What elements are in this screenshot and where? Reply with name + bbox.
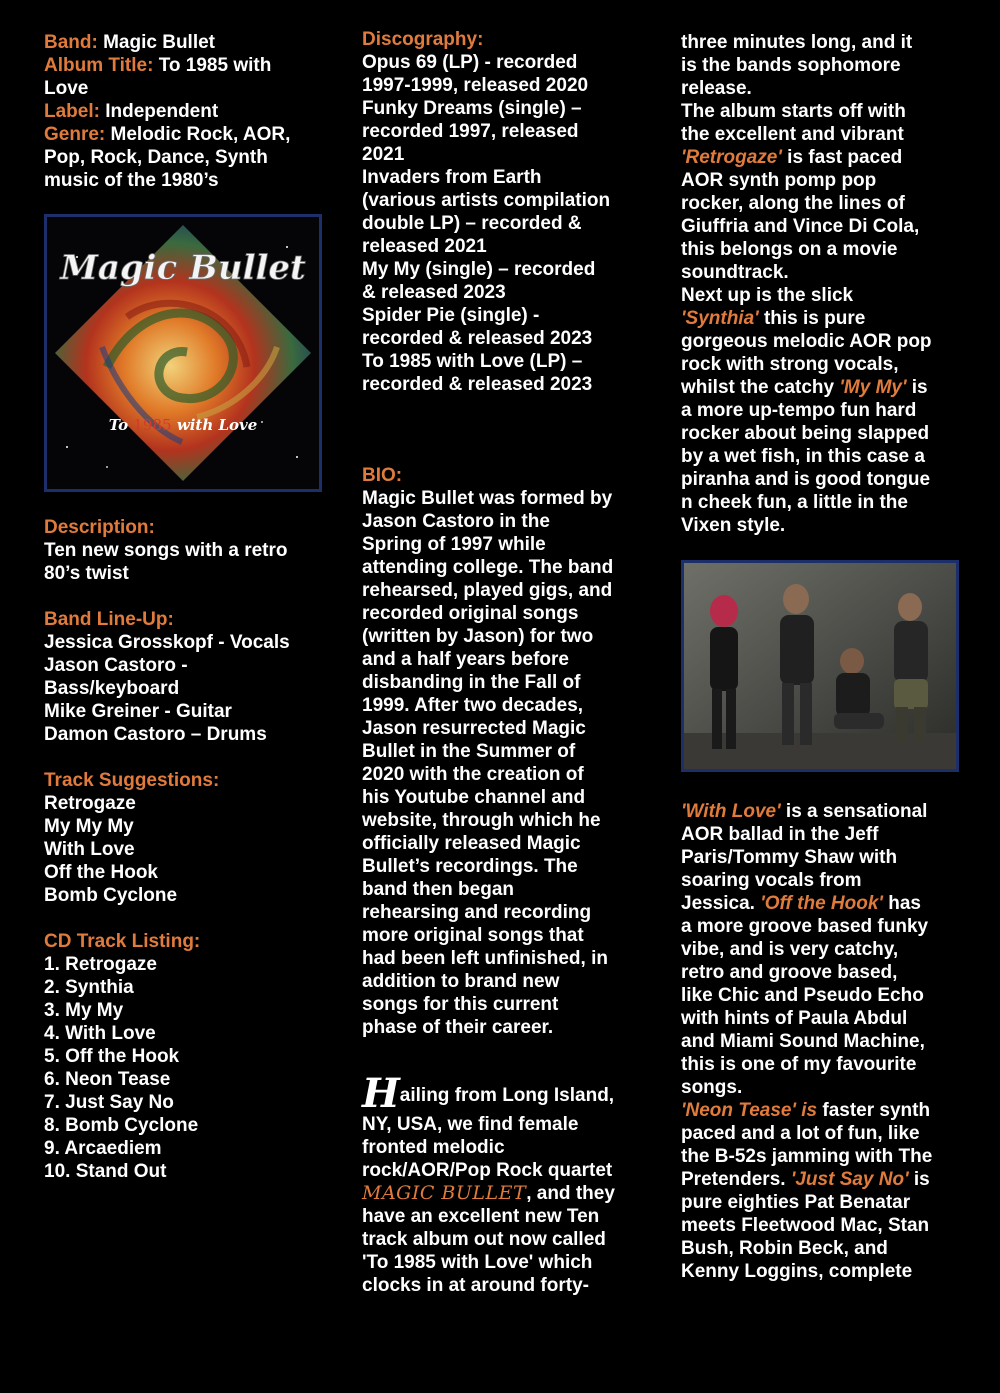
list-item: To 1985 with Love (LP) –: [362, 351, 583, 372]
list-item: Bomb Cyclone: [44, 885, 178, 906]
list-item: 6. Neon Tease: [44, 1069, 171, 1090]
song-title: 'Retrogaze': [681, 147, 782, 168]
tracklist: [44, 953, 334, 1183]
album-line: Album Title: To 1985 with: [44, 55, 272, 76]
intro-paragraph: Hailing from Long Island, NY, USA, we find female fronted melodic rock/AOR/Pop Rock quartet MAGIC BULLET, and they have an excellent new Ten track album out now called 'To 1985 with Love' which clocks in at around forty-: [362, 1070, 615, 1296]
suggestions-label: Track Suggestions:: [44, 770, 220, 791]
song-title: 'Off the Hook': [760, 893, 883, 914]
album-line-2: Love: [44, 78, 89, 99]
info-column: [44, 31, 334, 1183]
list-item: 1. Retrogaze: [44, 954, 157, 975]
list-item: Jessica Grosskopf - Vocals: [44, 632, 290, 653]
list-item: 5. Off the Hook: [44, 1046, 180, 1067]
list-item: 7. Just Say No: [44, 1092, 174, 1113]
list-item: 4. With Love: [44, 1023, 156, 1044]
list-item: My My My: [44, 816, 134, 837]
list-item: Opus 69 (LP) - recorded: [362, 52, 578, 73]
list-item: Off the Hook: [44, 862, 158, 883]
list-item: Damon Castoro – Drums: [44, 724, 267, 745]
list-item: Funky Dreams (single) –: [362, 98, 582, 119]
list-item: double LP) – recorded &: [362, 213, 582, 234]
genre-line-3: music of the 1980’s: [44, 170, 219, 191]
list-item: Mike Greiner - Guitar: [44, 701, 232, 722]
list-item: recorded 1997, released: [362, 121, 579, 142]
list-item: 3. My My: [44, 1000, 124, 1021]
list-item: recorded & released 2023: [362, 374, 593, 395]
cover-logo: Magic Bullet: [60, 248, 306, 288]
list-item: Spider Pie (single) -: [362, 305, 540, 326]
discography-label: Discography:: [362, 29, 484, 50]
genre-line: Genre: Melodic Rock, AOR,: [44, 124, 291, 145]
description-text: Ten new songs with a retro: [44, 540, 288, 561]
list-item: Retrogaze: [44, 793, 136, 814]
genre-line-2: Pop, Rock, Dance, Synth: [44, 147, 268, 168]
description-text-2: 80’s twist: [44, 563, 129, 584]
album-cover: [44, 214, 322, 492]
lineup-label: Band Line-Up:: [44, 609, 174, 630]
list-item: 8. Bomb Cyclone: [44, 1115, 199, 1136]
song-title: 'With Love': [681, 801, 781, 822]
review-column: three minutes long, and it is the bands sophomore release. The album starts off with the excellent and vibrant 'Retrogaze' is fast paced AOR synth pomp pop rocker, along the lines of Giuffria and Vince Di Cola, this belongs on a movie soundtrack. Next up is the slick 'Synthia' this is pure gorgeous melodic AOR pop rock with strong vocals, whilst the catchy 'My My' is a more up-tempo fun hard rocker about being slapped by a wet fish, in this case a piranha and is good tongue n cheek fun, a little in the Vixen style. 'With Love' is a sensational AOR ballad in the Jeff Paris/Tommy Shaw with soaring vocals from Jessica. 'Off the Hook' has a more groove based funky vibe, and is very catchy, retro and groove based, like Chic and Pseudo Echo with hints of Paula Abdul and Miami Sound Machine, this is one of my favourite songs. 'Neon Tease' is faster synth paced and a lot of fun, like the B-52s jamming with The Pretenders. 'Just Say No' is pure eighties Pat Benatar meets Fleetwood Mac, Stan Bush, Robin Beck, and Kenny Loggins, complete: [681, 31, 971, 1283]
band-name-stylized: MAGIC BULLET: [362, 1182, 527, 1204]
bio-label: BIO:: [362, 465, 403, 486]
list-item: 2021: [362, 144, 405, 165]
list-item: Invaders from Earth: [362, 167, 542, 188]
band-line: Band: Magic Bullet: [44, 32, 216, 53]
list-item: 9. Arcaediem: [44, 1138, 162, 1159]
list-item: released 2021: [362, 236, 487, 257]
list-item: Jason Castoro -: [44, 655, 188, 676]
description-label: Description:: [44, 517, 155, 538]
list-item: Bass/keyboard: [44, 678, 180, 699]
band-photo: [681, 560, 959, 772]
song-title: 'Synthia': [681, 308, 759, 329]
list-item: 2. Synthia: [44, 977, 134, 998]
cover-subtitle: To 1985 with Love: [108, 416, 258, 434]
list-item: & released 2023: [362, 282, 506, 303]
bio-text: Magic Bullet was formed by Jason Castoro in the Spring of 1997 while attending college. The band rehearsed, played gigs, and recorded original songs (written by Jason) for two and a half years before disbanding in the Fall of 1999. After two decades, Jason resurrected Magic Bullet in the Summer of 2020 with the creation of his Youtube channel and website, through which he officially released Magic Bullet’s recordings. The band then began rehearsing and recording more original songs that had been left unfinished, in addition to brand new songs for this current phase of their career.: [362, 488, 614, 1038]
label-line: Label: Independent: [44, 101, 219, 122]
tracklist-label: CD Track Listing:: [44, 931, 201, 952]
list-item: My My (single) – recorded: [362, 259, 596, 280]
list-item: 1997-1999, released 2020: [362, 75, 589, 96]
bio-column: [362, 28, 637, 1297]
discography-list: [362, 51, 637, 396]
drop-cap: H: [362, 1070, 400, 1117]
song-title: 'Just Say No': [790, 1169, 909, 1190]
song-title: 'Neon Tease' is: [681, 1100, 818, 1121]
list-item: (various artists compilation: [362, 190, 611, 211]
suggestions-list: [44, 792, 334, 907]
list-item: 10. Stand Out: [44, 1161, 167, 1182]
band-photo-image: [684, 563, 956, 769]
list-item: recorded & released 2023: [362, 328, 593, 349]
album-cover-art: [47, 217, 319, 489]
lineup-list: [44, 631, 334, 746]
song-title: 'My My': [839, 377, 907, 398]
list-item: With Love: [44, 839, 135, 860]
